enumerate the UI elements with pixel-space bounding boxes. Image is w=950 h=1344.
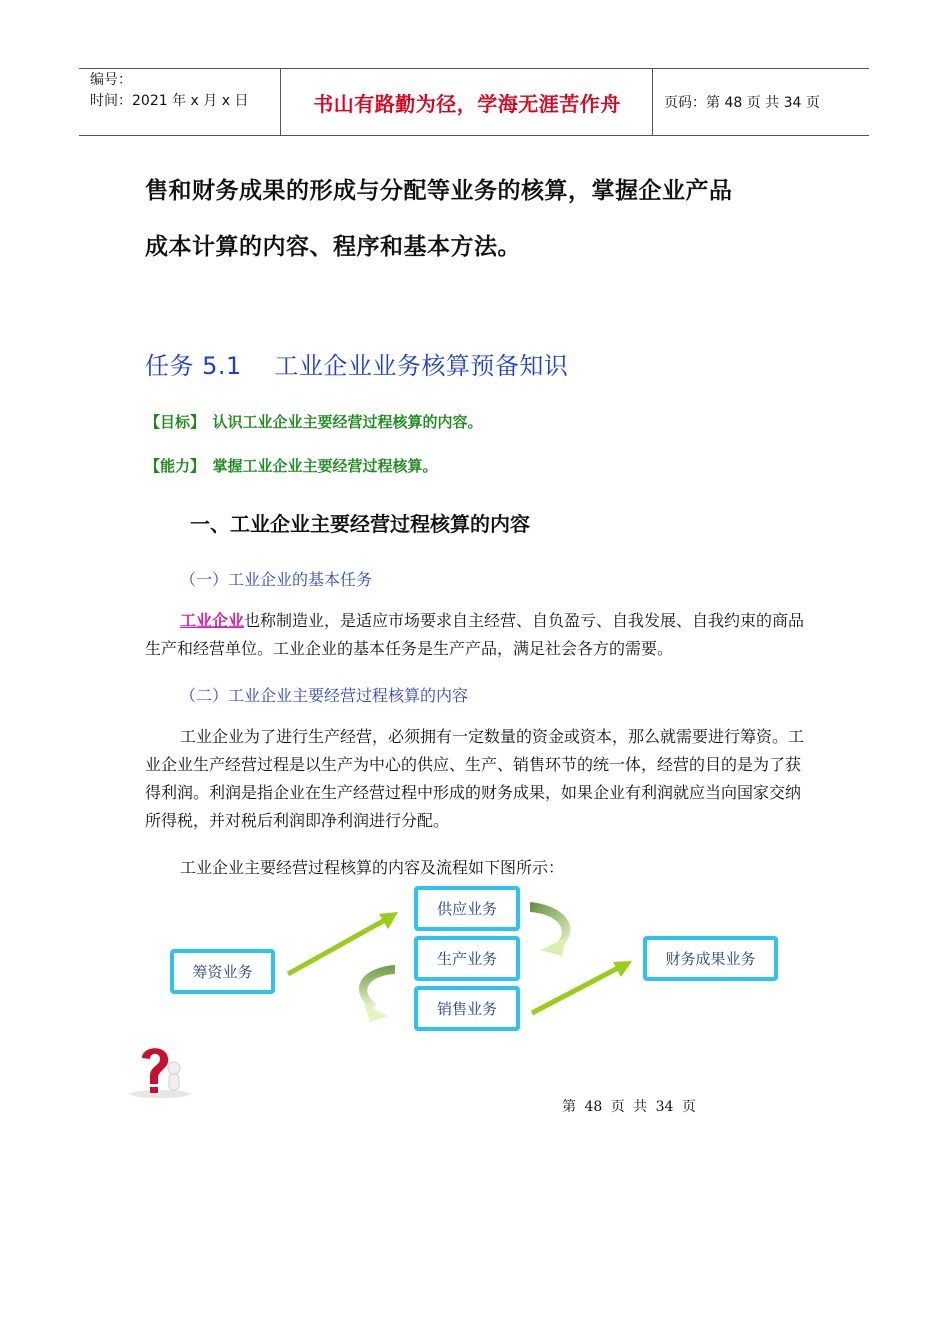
arrow-financing-to-supply [288, 912, 398, 974]
ability-line: 【能力】 掌握工业企业主要经营过程核算。 [145, 457, 438, 475]
intro-line-2: 成本计算的内容、程序和基本方法。 [145, 234, 521, 260]
document-time-label: 时间：2021 年 x 月 x 日 [90, 93, 249, 109]
task-title: 任务 5.1 工业企业业务核算预备知识 [145, 352, 569, 380]
question-figure-icon [128, 1044, 192, 1100]
arrow-sales-to-result [532, 961, 632, 1013]
flow-box-sales: 销售业务 [414, 986, 520, 1031]
header-page-info: 页码：第 48 页 共 34 页 [664, 95, 820, 111]
flow-box-supply: 供应业务 [414, 886, 520, 931]
paragraph-text: 也称制造业，是适应市场要求自主经营、自负盈亏、自我发展、自我约束的商品生产和经营单位。工业企业的基本任务是生产产品，满足社会各方的需要。 [145, 611, 805, 658]
page-footer: 第 48 页 共 34 页 [562, 1099, 696, 1115]
flow-box-financing: 筹资业务 [170, 949, 275, 994]
curved-arrow-supply-to-production [530, 902, 570, 956]
subsection-heading-1: （一）工业企业的基本任务 [180, 570, 373, 589]
goal-line: 【目标】 认识工业企业主要经营过程核算的内容。 [145, 413, 483, 431]
flow-box-financial-result: 财务成果业务 [643, 936, 778, 981]
paragraph-text: 工业企业主要经营过程核算的内容及流程如下图所示： [180, 858, 565, 877]
term-link[interactable]: 工业企业 [180, 611, 245, 630]
section-heading: 一、工业企业主要经营过程核算的内容 [190, 512, 530, 536]
document-number-label: 编号： [90, 72, 132, 88]
curved-arrow-production-to-sales [359, 965, 395, 1022]
intro-line-1: 售和财务成果的形成与分配等业务的核算，掌握企业产品 [145, 178, 733, 204]
flow-box-production: 生产业务 [414, 936, 520, 981]
subsection-heading-2: （二）工业企业主要经营过程核算的内容 [180, 686, 469, 705]
header-motto: 书山有路勤为径，学海无涯苦作舟 [313, 92, 621, 116]
paragraph-text: 工业企业为了进行生产经营，必须拥有一定数量的资金或资本，那么就需要进行筹资。工业企业生产经营过程是以生产为中心的供应、生产、销售环节的统一体，经营的目的是为了获得利润。利润是指企业在生产经营过程中形成的财务成果，如果企业有利润就应当向国家交纳所得税，并对税后利润即净利润进行分配。 [145, 727, 805, 830]
